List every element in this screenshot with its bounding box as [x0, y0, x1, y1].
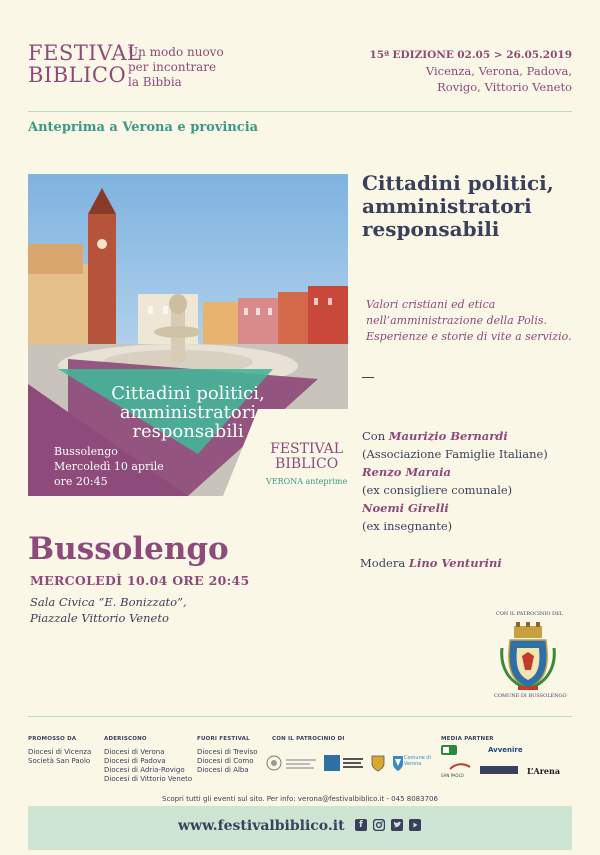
speakers-list — [362, 427, 587, 535]
twitter-icon[interactable] — [391, 819, 403, 831]
event-venue — [30, 594, 187, 626]
event-datetime: MERCOLEDÌ 10.04 ORE 20:45 — [30, 573, 250, 588]
region-seal-icon — [266, 754, 282, 772]
san-paolo-logo-icon — [448, 761, 472, 771]
headline-line: amministratori — [362, 194, 532, 218]
speakers-intro: Con — [362, 429, 386, 443]
card-info-line: Bussolengo — [54, 445, 118, 458]
patronage-comune: COMUNE DI BUSSOLENGO — [494, 693, 567, 699]
contact-line: Scopri tutti gli eventi sul sito. Per info: verona@festivalbiblico.it - 045 8083706 — [162, 795, 438, 803]
section-label: Anteprima a Verona e provincia — [28, 120, 259, 135]
speaker-role: (ex consigliere comunale) — [362, 483, 513, 497]
municipal-crest-icon — [496, 618, 560, 692]
headline-line: responsabili — [362, 217, 500, 241]
card-title-line: responsabili — [132, 421, 244, 442]
tagline-line: per incontrare — [128, 60, 217, 74]
subhead-line: Valori cristiani ed etica — [366, 298, 496, 311]
divider — [28, 716, 572, 717]
youtube-icon[interactable] — [409, 819, 421, 831]
headline — [362, 172, 582, 241]
footer-item: Diocesi di Treviso — [197, 748, 258, 756]
card-title — [68, 384, 308, 441]
footer-media — [441, 736, 494, 742]
speaker-name: Renzo Maraia — [362, 465, 451, 479]
footer-heading: PROMOSSO DA — [28, 736, 77, 742]
verona-crest-icon — [392, 754, 404, 772]
edition-info — [369, 47, 572, 95]
card-info-line: ore 20:45 — [54, 475, 108, 488]
edition-label: EDIZIONE — [392, 49, 454, 61]
footer-heading: FUORI FESTIVAL — [197, 736, 250, 742]
card-event-info — [54, 444, 164, 489]
footer-item: Diocesi di Como — [197, 757, 254, 765]
website-link[interactable]: www.festivalbiblico.it — [178, 818, 345, 834]
footer-patrocinio — [272, 736, 345, 742]
dash-divider — [362, 377, 374, 378]
moderator-name: Lino Venturini — [408, 556, 502, 570]
footer-aderiscono — [104, 736, 192, 784]
headline-line: Cittadini politici, — [362, 171, 554, 195]
tagline-line: Un modo nuovo — [128, 45, 224, 59]
footer-promosso — [28, 736, 91, 766]
rai-logo-icon — [441, 745, 457, 755]
footer-item: Diocesi di Alba — [197, 766, 249, 774]
institution-logo-icon — [286, 756, 316, 770]
avvenire-logo: Avvenire — [488, 746, 523, 754]
speaker-name: Noemi Girelli — [362, 501, 449, 515]
footer-fuori-festival — [197, 736, 258, 775]
san-paolo-label: SAN PAOLO — [441, 773, 464, 778]
footer-band — [28, 806, 572, 850]
facebook-icon[interactable]: f — [355, 819, 367, 831]
venue-line: Piazzale Vittorio Veneto — [30, 611, 169, 625]
card-info-line: Mercoledì 10 aprile — [54, 460, 164, 473]
card-festival-logo — [266, 442, 347, 489]
comune-verona-label: Comune di Verona — [404, 755, 431, 767]
footer-item: Diocesi di Verona — [104, 748, 165, 756]
card-title-line: Cittadini politici, — [111, 383, 265, 404]
patronage-label: CON IL PATROCINIO DEL — [496, 611, 564, 617]
footer-heading: ADERISCONO — [104, 736, 147, 742]
logo-line-1: FESTIVAL — [28, 41, 142, 65]
festival-logo — [28, 42, 141, 86]
card-logo-sub: VERONA anteprime — [266, 477, 348, 486]
card-logo-line: BIBLICO — [275, 456, 339, 472]
footer-item: Società San Paolo — [28, 757, 91, 765]
moderator — [360, 556, 502, 570]
footer-item: Diocesi di Adria-Rovigo — [104, 766, 185, 774]
subheadline — [366, 297, 586, 345]
footer-item: Diocesi di Vicenza — [28, 748, 92, 756]
speaker-role: (Associazione Famiglie Italiane) — [362, 447, 548, 461]
speaker-role: (ex insegnante) — [362, 519, 453, 533]
card-logo-line: FESTIVAL — [270, 441, 344, 457]
arena-logo: L’Arena — [527, 766, 561, 776]
newspaper-logo-icon — [480, 766, 518, 774]
instagram-icon[interactable] — [373, 819, 385, 831]
divider — [28, 111, 572, 112]
event-card — [28, 174, 348, 496]
venue-line: Sala Civica “E. Bonizzato”, — [30, 595, 187, 609]
edition-number: 15ª — [369, 49, 390, 61]
logo-line-2: BIBLICO — [28, 63, 127, 87]
card-title-line: amministratori — [119, 402, 257, 423]
edition-cities: Rovigo, Vittorio Veneto — [437, 80, 572, 94]
subhead-line: nell’amministrazione della Polis. — [366, 314, 547, 327]
edition-cities: Vicenza, Verona, Padova, — [425, 64, 572, 78]
moderator-label: Modera — [360, 556, 406, 570]
footer-item: Diocesi di Padova — [104, 757, 166, 765]
edition-dates: 02.05 > 26.05.2019 — [457, 49, 572, 61]
tagline-line: la Bibbia — [128, 75, 182, 89]
footer-item: Diocesi di Vittorio Veneto — [104, 775, 193, 783]
subhead-line: Esperienze e storie di vite a servizio. — [366, 330, 572, 343]
footer-heading: CON IL PATROCINIO DI — [272, 736, 345, 742]
ministry-logo-icon — [324, 755, 364, 771]
footer-heading: MEDIA PARTNER — [441, 736, 494, 742]
tagline — [128, 45, 224, 90]
province-crest-icon — [370, 754, 386, 772]
event-city: Bussolengo — [28, 531, 229, 567]
speaker-name: Maurizio Bernardi — [388, 429, 508, 443]
